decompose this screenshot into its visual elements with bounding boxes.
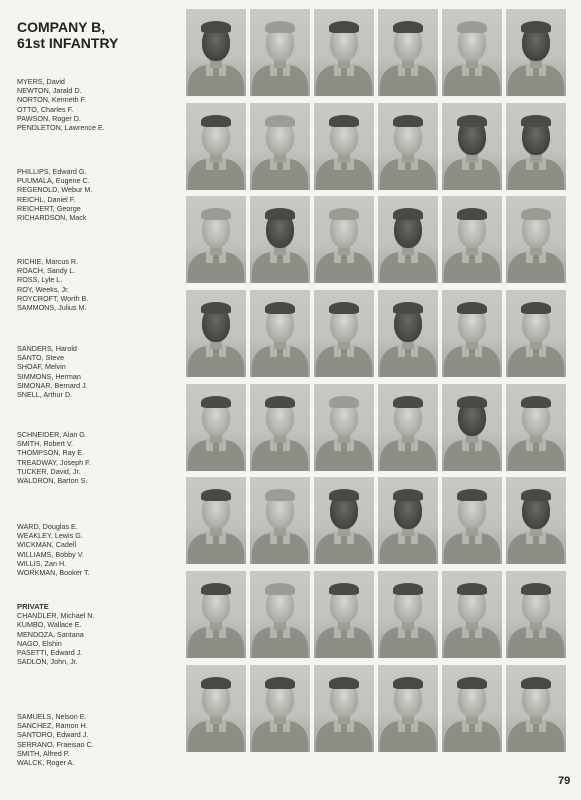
soldier-name: RICHARDSON, Mack (17, 213, 87, 223)
soldier-name: NEWTON, Jarald D. (17, 86, 82, 96)
portrait-photo (186, 571, 246, 658)
photo-grid (186, 9, 570, 759)
portrait-photo (314, 477, 374, 564)
soldier-name: SERRANO, Fraeisao C. (17, 739, 94, 749)
soldier-name: SANCHEZ, Ramon H. (17, 721, 88, 731)
soldier-name: PUUMALA, Eugene C. (17, 176, 90, 186)
title-line-1: COMPANY B, (17, 19, 106, 35)
name-list-4 (17, 344, 185, 399)
portrait-photo (314, 9, 374, 96)
portrait-photo (378, 665, 438, 752)
soldier-name: SAMUELS, Nelson E. (17, 712, 87, 721)
title-line-2: 61st INFANTRY (17, 35, 119, 51)
portrait-photo (378, 290, 438, 377)
soldier-name: WARD, Douglas E. (17, 522, 78, 531)
soldier-name: SHOAF, Melvin (17, 362, 66, 372)
company-title (17, 19, 118, 51)
portrait-photo (314, 103, 374, 190)
photo-row-8 (186, 665, 570, 752)
soldier-name: REICHERT, George (17, 203, 81, 213)
portrait-photo (442, 384, 502, 471)
soldier-name: MENDOZA, Santana (17, 629, 84, 639)
soldier-name: SMITH, Robert V. (17, 439, 74, 449)
portrait-photo (314, 384, 374, 471)
photo-row-2 (186, 103, 570, 190)
portrait-photo (250, 571, 310, 658)
soldier-name: NAGO, Elshin (17, 638, 62, 648)
portrait-photo (186, 290, 246, 377)
soldier-name: RICHIE, Marcus R. (17, 257, 79, 266)
portrait-photo (506, 665, 566, 752)
portrait-photo (442, 196, 502, 283)
soldier-name: KUMBO, Wallace E. (17, 620, 82, 630)
name-list-8 (17, 712, 185, 767)
portrait-photo (250, 290, 310, 377)
soldier-name: ROY, Weeks, Jr. (17, 284, 70, 294)
portrait-photo (506, 384, 566, 471)
soldier-name: PAWSON, Roger D. (17, 113, 81, 123)
portrait-photo (250, 665, 310, 752)
soldier-name: PASETTI, Edward J. (17, 648, 83, 658)
portrait-photo (314, 665, 374, 752)
photo-row-5 (186, 384, 570, 471)
soldier-name: TUCKER, David, Jr. (17, 466, 81, 476)
soldier-name: REGENOLD, Webur M. (17, 185, 93, 195)
portrait-photo (506, 196, 566, 283)
soldier-name: CHANDLER, Michael N. (17, 611, 95, 621)
soldier-name: SNELL, Arthur D. (17, 390, 73, 400)
soldier-name: PHILLIPS, Edward G. (17, 167, 87, 176)
soldier-name: ROYCROFT, Worth B. (17, 293, 89, 303)
portrait-photo (378, 571, 438, 658)
portrait-photo (442, 571, 502, 658)
photo-row-1 (186, 9, 570, 96)
portrait-photo (506, 9, 566, 96)
soldier-name: SAMMONS, Julius M. (17, 303, 87, 313)
soldier-name: SANTORO, Edward J. (17, 730, 89, 740)
soldier-name: OTTO, Charles F. (17, 104, 74, 114)
rank-header: PRIVATE (17, 602, 49, 611)
soldier-name: ROSS, Lyle L. (17, 275, 63, 285)
portrait-photo (186, 9, 246, 96)
portrait-photo (250, 196, 310, 283)
portrait-photo (442, 9, 502, 96)
portrait-photo (250, 477, 310, 564)
page-number: 79 (558, 775, 571, 787)
portrait-photo (186, 196, 246, 283)
portrait-photo (442, 103, 502, 190)
portrait-photo (186, 384, 246, 471)
portrait-photo (442, 477, 502, 564)
photo-row-4 (186, 290, 570, 377)
photo-row-3 (186, 196, 570, 283)
soldier-name: THOMPSON, Ray E. (17, 448, 85, 458)
soldier-name: PENDLETON, Lawrence E. (17, 123, 105, 133)
portrait-photo (314, 196, 374, 283)
portrait-photo (378, 103, 438, 190)
soldier-name: NORTON, Kenneth F. (17, 95, 87, 105)
name-list-1 (17, 77, 185, 132)
soldier-name: SIMMONS, Herman (17, 371, 81, 381)
soldier-name: REICHL, Daniel F. (17, 194, 76, 204)
soldier-name: WICKMAN, Cadell (17, 540, 77, 550)
portrait-photo (378, 384, 438, 471)
soldier-name: MYERS, David (17, 77, 65, 86)
portrait-photo (378, 477, 438, 564)
soldier-name: WORKMAN, Booker T. (17, 568, 90, 578)
portrait-photo (506, 290, 566, 377)
name-list-5 (17, 430, 185, 485)
portrait-photo (442, 665, 502, 752)
portrait-photo (314, 571, 374, 658)
soldier-name: SMITH, Alfred P. (17, 748, 70, 758)
soldier-name: SANDERS, Harold (17, 344, 77, 353)
name-list-7 (17, 602, 185, 666)
portrait-photo (506, 571, 566, 658)
name-list-6 (17, 522, 185, 577)
photo-row-6 (186, 477, 570, 564)
soldier-name: SADLON, John, Jr. (17, 657, 78, 667)
portrait-photo (250, 103, 310, 190)
soldier-name: WEAKLEY, Lewis G. (17, 531, 83, 541)
photo-row-7 (186, 571, 570, 658)
soldier-name: SANTO, Steve (17, 353, 65, 363)
portrait-photo (186, 103, 246, 190)
soldier-name: WALCK, Roger A. (17, 758, 75, 768)
portrait-photo (250, 384, 310, 471)
portrait-photo (186, 477, 246, 564)
soldier-name: SCHNEIDER, Alan G. (17, 430, 87, 439)
portrait-photo (314, 290, 374, 377)
soldier-name: SIMONAR, Bernard J. (17, 380, 88, 390)
name-list-3 (17, 257, 185, 312)
soldier-name: WILLIS, Zan H. (17, 558, 67, 568)
name-list-2 (17, 167, 185, 222)
soldier-name: TREADWAY, Joseph F. (17, 457, 91, 467)
portrait-photo (506, 477, 566, 564)
soldier-name: WALDRON, Barton S. (17, 476, 88, 486)
portrait-photo (442, 290, 502, 377)
soldier-name: WILLIAMS, Bobby V. (17, 549, 84, 559)
soldier-name: ROACH, Sandy L. (17, 266, 76, 276)
portrait-photo (186, 665, 246, 752)
portrait-photo (378, 9, 438, 96)
portrait-photo (250, 9, 310, 96)
portrait-photo (378, 196, 438, 283)
portrait-photo (506, 103, 566, 190)
